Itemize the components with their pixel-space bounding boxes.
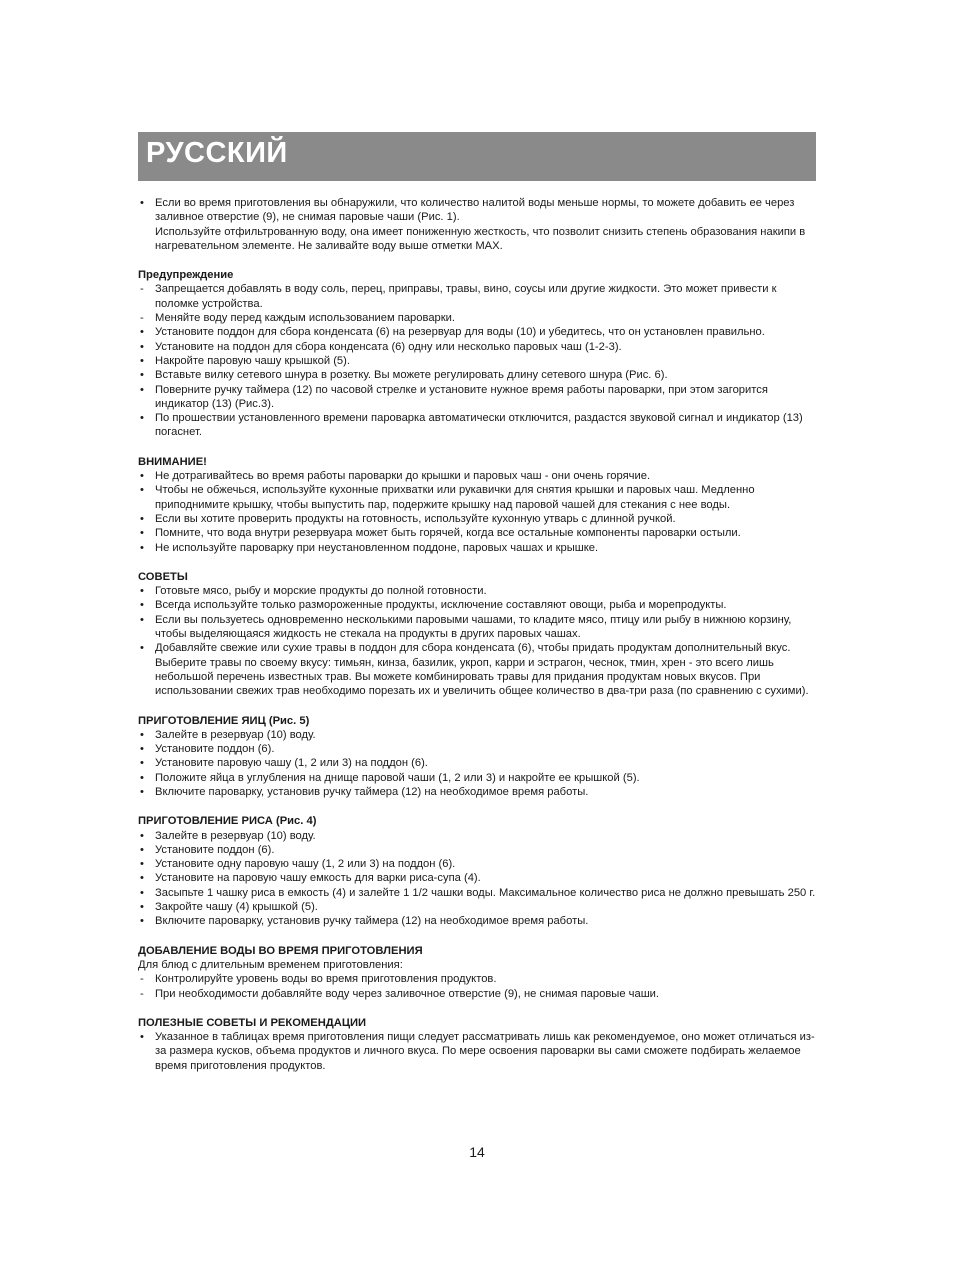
list-item-text: Установите поддон для сбора конденсата (6) на резервуар для воды (10) и убедитесь, что он установлен правильно. bbox=[155, 326, 765, 339]
section-heading: ВНИМАНИЕ! bbox=[138, 455, 207, 468]
list-item bbox=[138, 843, 816, 857]
list-item-text: Залейте в резервуар (10) воду. bbox=[155, 728, 316, 741]
list-item bbox=[138, 282, 816, 311]
list-item bbox=[138, 613, 816, 642]
list-item-text: Накройте паровую чашу крышкой (5). bbox=[155, 354, 350, 367]
bullet-marker: • bbox=[140, 829, 144, 842]
bullet-marker: • bbox=[140, 585, 144, 598]
list-item bbox=[138, 987, 816, 1001]
list-item bbox=[138, 469, 816, 483]
list-item-text: Добавляйте свежие или сухие травы в поддон для сбора конденсата (6), чтобы придать продуктам дополнительный вкус. Выберите травы по своему вкусу: тимьян, кинза, базилик, укроп, карри и эстрагон, чеснок, тмин, хрен - это всего лишь небольшой перечень известных трав. Вы можете комбинировать травы для придания продуктам новых вкусов. При использовании свежих трав необходимо порезать их и увеличить общее количество в два-три раза (по сравнению с сухими). bbox=[155, 642, 809, 698]
page-content bbox=[138, 196, 816, 1073]
list-item bbox=[138, 900, 816, 914]
section-heading: Предупреждение bbox=[138, 269, 234, 282]
bullet-marker: • bbox=[140, 872, 144, 885]
section-heading: ПРИГОТОВЛЕНИЕ ЯИЦ (Рис. 5) bbox=[138, 714, 310, 727]
bullet-marker: • bbox=[140, 728, 144, 741]
intro-text: Для блюд с длительным временем приготовления: bbox=[138, 958, 403, 971]
list-item bbox=[138, 411, 816, 440]
list-item-text: При необходимости добавляйте воду через заливочное отверстие (9), не снимая паровые чаши. bbox=[155, 987, 660, 1000]
bullet-marker: • bbox=[140, 197, 144, 209]
list-item-text: По прошествии установленного времени пароварка автоматически отключится, раздастся звуковой сигнал и индикатор (13) погаснет. bbox=[155, 412, 803, 439]
list-item-text: Всегда используйте только размороженные продукты, исключение составляют овощи, рыба и морепродукты. bbox=[155, 599, 727, 612]
bullet-marker: • bbox=[140, 915, 144, 928]
list-item bbox=[138, 196, 816, 225]
list-item bbox=[138, 641, 816, 698]
dash-marker: - bbox=[140, 312, 144, 325]
list-item-text: Чтобы не обжечься, используйте кухонные прихватки или рукавички для снятия крышки и паровых чаш. Медленно приподнимите крышку, чтобы выпустить пар, подержите крышку над паровой чашей для стекания с нее воды. bbox=[155, 484, 755, 511]
list-item-text: Установите поддон (6). bbox=[155, 843, 275, 856]
bullet-marker: • bbox=[140, 369, 144, 382]
list-item-text: Установите на паровую чашу емкость для варки риса-супа (4). bbox=[155, 872, 481, 885]
section-heading: ПОЛЕЗНЫЕ СОВЕТЫ И РЕКОМЕНДАЦИИ bbox=[138, 1016, 367, 1029]
list-item bbox=[138, 771, 816, 785]
bullet-marker: • bbox=[140, 843, 144, 856]
list-item-text: Вставьте вилку сетевого шнура в розетку. Вы можете регулировать длину сетевого шнура (Рис. 6). bbox=[155, 369, 668, 382]
bullet-marker: • bbox=[140, 771, 144, 784]
list-item-text: Включите пароварку, установив ручку таймера (12) на необходимое время работы. bbox=[155, 915, 589, 928]
list-item bbox=[138, 728, 816, 742]
section-heading: ДОБАВЛЕНИЕ ВОДЫ ВО ВРЕМЯ ПРИГОТОВЛЕНИЯ bbox=[138, 944, 423, 957]
list-item bbox=[138, 325, 816, 339]
bullet-marker: • bbox=[140, 613, 144, 626]
list-item-text: Контролируйте уровень воды во время приготовления продуктов. bbox=[155, 973, 497, 986]
bullet-marker: • bbox=[140, 383, 144, 396]
list-item-text: Залейте в резервуар (10) воду. bbox=[155, 829, 316, 842]
list-item-text: Меняйте воду перед каждым использованием пароварки. bbox=[155, 312, 456, 325]
list-item-text: Запрещается добавлять в воду соль, перец, приправы, травы, вино, соусы или другие жидкости. Это может привести к поломке устройства. bbox=[155, 283, 777, 310]
list-item-text: Засыпьте 1 чашку риса в емкость (4) и залейте 1 1/2 чашки воды. Максимальное количество риса не должно превышать 250 г. bbox=[155, 886, 816, 899]
bullet-marker: • bbox=[140, 757, 144, 770]
language-title: РУССКИЙ bbox=[146, 137, 288, 169]
list-item-text: Установите на поддон для сбора конденсата (6) одну или несколько паровых чаш (1-2-3). bbox=[155, 340, 622, 353]
list-item bbox=[138, 857, 816, 871]
bullet-marker: • bbox=[140, 340, 144, 353]
list-item-text: Указанное в таблицах время приготовления пищи следует рассматривать лишь как рекомендуемое, оно может отличаться из-за размера кусков, объема продуктов и личного вкуса. По мере освоения пароварки вы сами сможете подбирать желаемое время приготовления продуктов. bbox=[155, 1031, 815, 1072]
list-item bbox=[138, 1030, 816, 1073]
list-item-text: Готовьте мясо, рыбу и морские продукты до полной готовности. bbox=[155, 585, 487, 598]
list-item bbox=[138, 972, 816, 986]
dash-marker: - bbox=[140, 283, 144, 296]
list-item-text: Установите одну паровую чашу (1, 2 или 3) на поддон (6). bbox=[155, 858, 456, 871]
bullet-marker: • bbox=[140, 785, 144, 798]
list-item bbox=[138, 368, 816, 382]
bullet-marker: • bbox=[140, 541, 144, 554]
list-item bbox=[138, 311, 816, 325]
list-item bbox=[138, 340, 816, 354]
bullet-marker: • bbox=[140, 886, 144, 899]
list-item-text: Если вы хотите проверить продукты на готовность, используйте кухонную утварь с длинной ручкой. bbox=[155, 512, 676, 525]
bullet-marker: • bbox=[140, 642, 144, 655]
list-item-text: Если вы пользуетесь одновременно несколькими паровыми чашами, то кладите мясо, птицу или рыбу в нижнюю корзину, чтобы выделяющаяся жидкость не стекала на продукты в других паровых чашах. bbox=[155, 613, 792, 641]
bullet-marker: • bbox=[140, 412, 144, 425]
list-item bbox=[138, 512, 816, 526]
page-number: 14 bbox=[469, 1144, 485, 1160]
bullet-marker: • bbox=[140, 354, 144, 367]
list-item bbox=[138, 785, 816, 799]
bullet-marker: • bbox=[140, 470, 144, 483]
list-item bbox=[138, 598, 816, 612]
list-item bbox=[138, 871, 816, 885]
list-item-text: Поверните ручку таймера (12) по часовой стрелке и установите нужное время работы пароварки, при этом загорится индикатор (13) (Рис.3). bbox=[155, 383, 768, 410]
language-banner bbox=[138, 132, 816, 181]
list-item bbox=[138, 584, 816, 598]
list-item-text: Не используйте пароварку при неустановленном поддоне, паровых чашах и крышке. bbox=[155, 541, 599, 554]
bullet-marker: • bbox=[140, 484, 144, 497]
bullet-marker: • bbox=[140, 512, 144, 525]
list-item bbox=[138, 541, 816, 555]
dash-marker: - bbox=[140, 987, 144, 1000]
dash-marker: - bbox=[140, 973, 144, 986]
list-item bbox=[138, 383, 816, 412]
list-item-text: Установите поддон (6). bbox=[155, 743, 275, 756]
list-item bbox=[138, 483, 816, 512]
list-item-text: Если во время приготовления вы обнаружили, что количество налитой воды меньше нормы, то можете добавить ее через заливное отверстие (9), не снимая паровые чаши (Рис. 1). bbox=[155, 197, 795, 224]
list-item bbox=[138, 829, 816, 843]
list-item-text: Установите паровую чашу (1, 2 или 3) на поддон (6). bbox=[155, 757, 428, 770]
list-item-text: Не дотрагивайтесь во время работы пароварки до крышки и паровых чаш - они очень горячие. bbox=[155, 470, 651, 483]
paragraph: Используйте отфильтрованную воду, она имеет пониженную жесткость, что позволит снизить степень образования накипи в нагревательном элементе. Не заливайте воду выше отметки MAX. bbox=[155, 225, 806, 252]
list-item-text: Положите яйца в углубления на днище паровой чаши (1, 2 или 3) и накройте ее крышкой (5). bbox=[155, 771, 640, 784]
section-heading: СОВЕТЫ bbox=[138, 570, 188, 583]
list-item-text: Включите пароварку, установив ручку таймера (12) на необходимое время работы. bbox=[155, 785, 589, 798]
bullet-marker: • bbox=[140, 1031, 144, 1044]
list-item bbox=[138, 354, 816, 368]
section-heading: ПРИГОТОВЛЕНИЕ РИСА (Рис. 4) bbox=[138, 815, 317, 828]
bullet-marker: • bbox=[140, 527, 144, 540]
bullet-marker: • bbox=[140, 901, 144, 914]
list-item bbox=[138, 886, 816, 900]
list-item-text: Помните, что вода внутри резервуара может быть горячей, когда все остальные компоненты пароварки остыли. bbox=[155, 527, 741, 540]
bullet-marker: • bbox=[140, 743, 144, 756]
bullet-marker: • bbox=[140, 599, 144, 612]
list-item bbox=[138, 742, 816, 756]
list-item bbox=[138, 756, 816, 770]
bullet-marker: • bbox=[140, 326, 144, 339]
bullet-marker: • bbox=[140, 858, 144, 871]
list-item-text: Закройте чашу (4) крышкой (5). bbox=[155, 901, 318, 914]
list-item bbox=[138, 914, 816, 928]
list-item bbox=[138, 526, 816, 540]
